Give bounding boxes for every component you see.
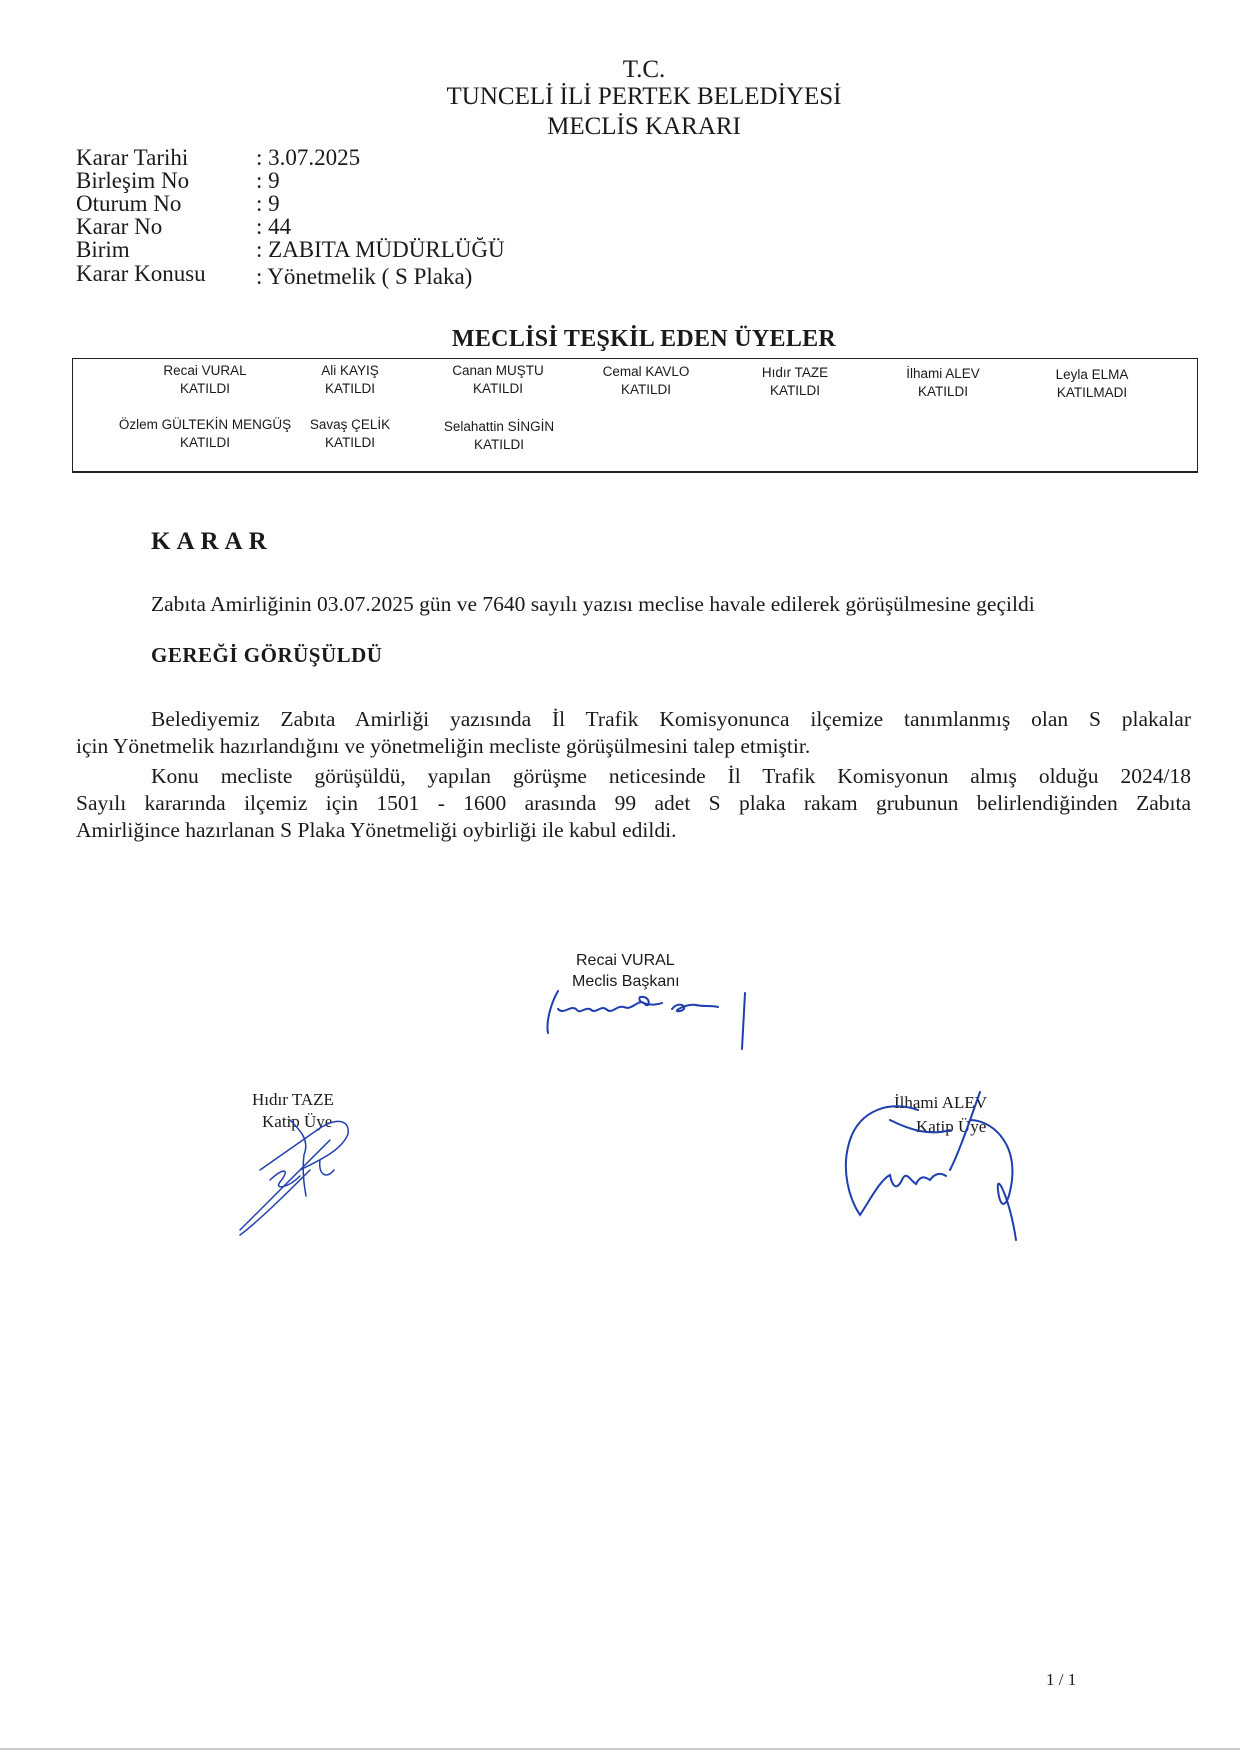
clerk2-signature — [820, 1080, 1060, 1250]
birim-value: : ZABITA MÜDÜRLÜĞÜ — [256, 237, 505, 262]
oturum-label: Oturum No — [76, 191, 182, 216]
birlesim-value: : 9 — [256, 168, 280, 193]
oturum-value: : 9 — [256, 191, 280, 216]
member-name: Hıdır TAZE — [761, 365, 829, 380]
member-7 — [1007, 366, 1177, 402]
birim-label: Birim — [76, 237, 130, 262]
clerk1-title: Katip Üye — [262, 1112, 333, 1131]
member-status: KATILDI — [769, 383, 820, 398]
president-signature — [540, 985, 760, 1055]
member-name: Savaş ÇELİK — [309, 417, 391, 432]
karar-tarihi-value: : 3.07.2025 — [256, 145, 361, 170]
members-title: MECLİSİ TEŞKİL EDEN ÜYELER — [451, 326, 837, 352]
member-2 — [265, 362, 435, 398]
member-status: KATILDI — [179, 381, 230, 396]
member-name: Recai VURAL — [163, 363, 247, 378]
member-name: Leyla ELMA — [1055, 367, 1129, 382]
member-name: Canan MUŞTU — [452, 363, 544, 378]
member-status: KATILDI — [324, 381, 375, 396]
clerk2-name: İlhami ALEV — [894, 1093, 988, 1112]
header-municipality: TUNCELİ İLİ PERTEK BELEDİYESİ — [446, 83, 842, 110]
decision-p2-line1: Konu mecliste görüşüldü, yapılan görüşme neticesinde İl Trafik Komisyonun almış olduğu 2024/18 — [151, 764, 1191, 788]
clerk2-title: Katip Üye — [916, 1117, 987, 1136]
member-4 — [561, 363, 731, 399]
member-5 — [710, 364, 880, 400]
decision-p1-line2: için Yönetmelik hazırlandığını ve yönetmeliğin mecliste görüşülmesini talep etmiştir. — [76, 734, 811, 758]
president-title: Meclis Başkanı — [572, 973, 680, 990]
clerk1-name: Hıdır TAZE — [252, 1090, 334, 1109]
member-name: Selahattin SİNGİN — [443, 419, 555, 434]
member-status: KATILDI — [472, 381, 523, 396]
header-document-type: MECLİS KARARI — [547, 113, 741, 140]
member-status: KATILDI — [620, 382, 671, 397]
karar-no-value: : 44 — [256, 214, 292, 239]
members-box — [72, 358, 1198, 473]
member-status: KATILMADI — [1056, 385, 1128, 400]
decision-intro: Zabıta Amirliğinin 03.07.2025 gün ve 7640 sayılı yazısı meclise havale edilerek görüşülmesine geçildi — [151, 592, 1035, 616]
page-number: 1 / 1 — [1046, 1670, 1077, 1689]
decision-heading: KARAR — [151, 528, 273, 555]
karar-konusu-label: Karar Konusu — [76, 261, 206, 286]
member-status: KATILDI — [179, 435, 230, 450]
decision-p1-line1: Belediyemiz Zabıta Amirliği yazısında İl Trafik Komisyonunca ilçemize tanımlanmış olan S plakalar — [151, 707, 1191, 731]
member-3 — [413, 362, 583, 398]
karar-tarihi-label: Karar Tarihi — [76, 145, 189, 170]
member-name: İlhami ALEV — [906, 366, 980, 381]
page-bottom-edge — [0, 1748, 1240, 1750]
member-status: KATILDI — [324, 435, 375, 450]
member-status: KATILDI — [917, 384, 968, 399]
member-10 — [414, 418, 584, 454]
header-tc: T.C. — [622, 56, 666, 83]
decision-subheading: GEREĞİ GÖRÜŞÜLDÜ — [151, 643, 383, 667]
birlesim-label: Birleşim No — [76, 168, 190, 193]
decision-p2-line3: Amirliğince hazırlanan S Plaka Yönetmeliği oybirliği ile kabul edildi. — [76, 818, 677, 842]
karar-konusu-value: : Yönetmelik ( S Plaka) — [256, 264, 473, 289]
member-name: Ali KAYIŞ — [321, 363, 379, 378]
member-6 — [858, 365, 1028, 401]
decision-p2-line2: Sayılı kararında ilçemiz için 1501 - 1600 arasında 99 adet S plaka rakam grubunun belirlendiğinden Zabıta — [76, 791, 1191, 815]
member-9 — [265, 416, 435, 452]
member-name: Cemal KAVLO — [602, 364, 690, 379]
member-status: KATILDI — [473, 437, 524, 452]
karar-no-label: Karar No — [76, 214, 163, 239]
president-name: Recai VURAL — [576, 952, 675, 969]
clerk1-signature — [230, 1100, 380, 1240]
member-name: Özlem GÜLTEKİN MENGÜŞ — [118, 417, 292, 432]
